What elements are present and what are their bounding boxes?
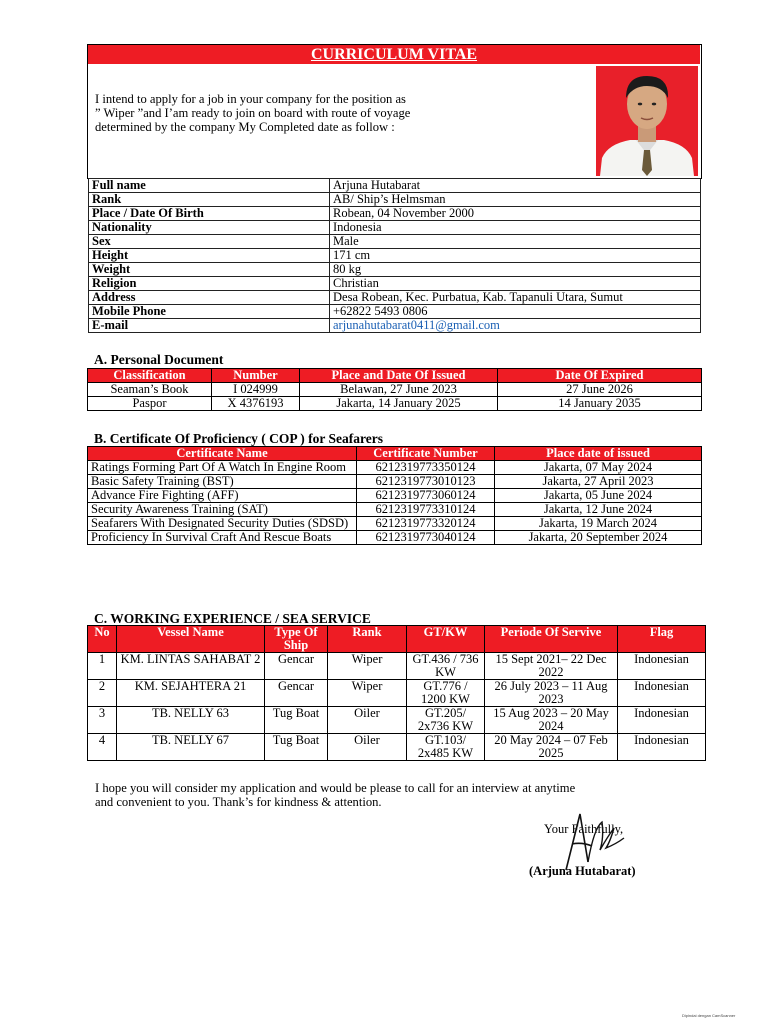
- column-header: Place and Date Of Issued: [300, 369, 498, 383]
- info-row: [89, 249, 701, 263]
- table-cell: Jakarta, 27 April 2023: [495, 475, 702, 489]
- info-row: [89, 235, 701, 249]
- table-cell: 6212319773350124: [357, 461, 495, 475]
- table-cell: 1: [88, 653, 117, 680]
- info-label: Religion: [89, 277, 330, 291]
- info-label: Height: [89, 249, 330, 263]
- table-cell: KM. LINTAS SAHABAT 2: [117, 653, 265, 680]
- closing-salutation: Your Faithfully,: [544, 822, 624, 836]
- table-cell: Tug Boat: [265, 707, 328, 734]
- intro-line: I intend to apply for a job in your company for the position as: [95, 92, 406, 106]
- info-row: [89, 319, 701, 333]
- email-link[interactable]: arjunahutabarat0411@gmail.com: [333, 318, 500, 332]
- info-value: Robean, 04 November 2000: [330, 207, 701, 221]
- info-value: Christian: [330, 277, 701, 291]
- column-header: Number: [212, 369, 300, 383]
- table-cell: 27 June 2026: [498, 383, 702, 397]
- table-cell: TB. NELLY 63: [117, 707, 265, 734]
- info-row: [89, 179, 701, 193]
- table-cell: Proficiency In Survival Craft And Rescue Boats: [88, 531, 357, 545]
- table-cell: Security Awareness Training (SAT): [88, 503, 357, 517]
- document-row: [88, 397, 702, 411]
- info-row: [89, 277, 701, 291]
- table-cell: 6212319773010123: [357, 475, 495, 489]
- table-cell: Advance Fire Fighting (AFF): [88, 489, 357, 503]
- intro-paragraph: [95, 92, 505, 134]
- table-cell: Seaman’s Book: [88, 383, 212, 397]
- table-cell: 15 Sept 2021– 22 Dec 2022: [485, 653, 618, 680]
- table-cell: Indonesian: [618, 653, 706, 680]
- info-value: Desa Robean, Kec. Purbatua, Kab. Tapanuli Utara, Sumut: [330, 291, 701, 305]
- column-header: Rank: [328, 626, 407, 653]
- table-cell: 4: [88, 734, 117, 761]
- column-header: Classification: [88, 369, 212, 383]
- info-label: Rank: [89, 193, 330, 207]
- info-label: E-mail: [89, 319, 330, 333]
- personal-info-table: [88, 178, 701, 333]
- column-header: GT/KW: [407, 626, 485, 653]
- table-cell: 6212319773310124: [357, 503, 495, 517]
- closing-line: and convenient to you. Thank’s for kindness & attention.: [95, 795, 382, 809]
- table-cell: GT.103/ 2x485 KW: [407, 734, 485, 761]
- info-row: [89, 221, 701, 235]
- table-cell: GT.205/ 2x736 KW: [407, 707, 485, 734]
- table-cell: Oiler: [328, 734, 407, 761]
- table-cell: 15 Aug 2023 – 20 May 2024: [485, 707, 618, 734]
- certificate-row: [88, 489, 702, 503]
- section-heading-cop: B. Certificate Of Proficiency ( COP ) for Seafarers: [94, 431, 384, 446]
- table-cell: 14 January 2035: [498, 397, 702, 411]
- table-cell: KM. SEJAHTERA 21: [117, 680, 265, 707]
- table-cell: Jakarta, 05 June 2024: [495, 489, 702, 503]
- table-cell: Jakarta, 07 May 2024: [495, 461, 702, 475]
- closing-paragraph: [95, 781, 695, 809]
- table-cell: Wiper: [328, 653, 407, 680]
- info-value: AB/ Ship’s Helmsman: [330, 193, 701, 207]
- info-value: Indonesia: [330, 221, 701, 235]
- profile-photo: [596, 66, 698, 176]
- info-value: 171 cm: [330, 249, 701, 263]
- table-cell: Indonesian: [618, 734, 706, 761]
- experience-row: [88, 734, 706, 761]
- table-cell: TB. NELLY 67: [117, 734, 265, 761]
- certificate-row: [88, 503, 702, 517]
- table-cell: Gencar: [265, 653, 328, 680]
- column-header: Place date of issued: [495, 447, 702, 461]
- experience-table: [87, 625, 706, 761]
- table-cell: Oiler: [328, 707, 407, 734]
- table-cell: Indonesian: [618, 707, 706, 734]
- certificate-row: [88, 461, 702, 475]
- info-row: [89, 193, 701, 207]
- cop-table: [87, 446, 702, 545]
- column-header: Periode Of Servive: [485, 626, 618, 653]
- info-value: [330, 319, 701, 333]
- column-header: Date Of Expired: [498, 369, 702, 383]
- certificate-row: [88, 531, 702, 545]
- table-cell: Tug Boat: [265, 734, 328, 761]
- intro-line: ” Wiper ”and I’am ready to join on board with route of voyage: [95, 106, 411, 120]
- column-header: Certificate Number: [357, 447, 495, 461]
- table-cell: I 024999: [212, 383, 300, 397]
- info-label: Place / Date Of Birth: [89, 207, 330, 221]
- certificate-row: [88, 517, 702, 531]
- table-cell: 2: [88, 680, 117, 707]
- table-cell: Jakarta, 20 September 2024: [495, 531, 702, 545]
- column-header: No: [88, 626, 117, 653]
- experience-row: [88, 680, 706, 707]
- info-value: Arjuna Hutabarat: [330, 179, 701, 193]
- info-row: [89, 207, 701, 221]
- table-cell: Indonesian: [618, 680, 706, 707]
- table-cell: Ratings Forming Part Of A Watch In Engine Room: [88, 461, 357, 475]
- table-cell: Belawan, 27 June 2023: [300, 383, 498, 397]
- page-title: CURRICULUM VITAE: [88, 45, 700, 64]
- documents-table: [87, 368, 702, 411]
- table-cell: Seafarers With Designated Security Duties (SDSD): [88, 517, 357, 531]
- table-cell: Gencar: [265, 680, 328, 707]
- table-cell: GT.776 / 1200 KW: [407, 680, 485, 707]
- table-cell: Jakarta, 12 June 2024: [495, 503, 702, 517]
- column-header: Flag: [618, 626, 706, 653]
- info-label: Address: [89, 291, 330, 305]
- certificate-row: [88, 475, 702, 489]
- table-cell: X 4376193: [212, 397, 300, 411]
- scanner-watermark: Dipindai dengan CamScanner: [682, 1013, 736, 1018]
- table-cell: 20 May 2024 – 07 Feb 2025: [485, 734, 618, 761]
- info-label: Sex: [89, 235, 330, 249]
- table-cell: 6212319773320124: [357, 517, 495, 531]
- table-cell: Jakarta, 14 January 2025: [300, 397, 498, 411]
- signature-name: (Arjuna Hutabarat): [529, 864, 636, 878]
- info-row: [89, 263, 701, 277]
- intro-line: determined by the company My Completed date as follow :: [95, 120, 395, 134]
- column-header: Vessel Name: [117, 626, 265, 653]
- table-cell: 6212319773040124: [357, 531, 495, 545]
- info-value: +62822 5493 0806: [330, 305, 701, 319]
- info-label: Weight: [89, 263, 330, 277]
- section-heading-experience: C. WORKING EXPERIENCE / SEA SERVICE: [94, 611, 371, 626]
- info-label: Nationality: [89, 221, 330, 235]
- closing-line: I hope you will consider my application and would be please to call for an interview at anytime: [95, 781, 576, 795]
- table-cell: Basic Safety Training (BST): [88, 475, 357, 489]
- experience-row: [88, 653, 706, 680]
- column-header: Certificate Name: [88, 447, 357, 461]
- info-label: Full name: [89, 179, 330, 193]
- info-value: 80 kg: [330, 263, 701, 277]
- section-heading-documents: A. Personal Document: [94, 352, 224, 367]
- table-cell: 26 July 2023 – 11 Aug 2023: [485, 680, 618, 707]
- table-cell: Wiper: [328, 680, 407, 707]
- table-cell: Jakarta, 19 March 2024: [495, 517, 702, 531]
- document-row: [88, 383, 702, 397]
- table-cell: 3: [88, 707, 117, 734]
- column-header: Type Of Ship: [265, 626, 328, 653]
- info-value: Male: [330, 235, 701, 249]
- table-cell: 6212319773060124: [357, 489, 495, 503]
- table-cell: GT.436 / 736 KW: [407, 653, 485, 680]
- info-row: [89, 305, 701, 319]
- info-label: Mobile Phone: [89, 305, 330, 319]
- table-cell: Paspor: [88, 397, 212, 411]
- info-row: [89, 291, 701, 305]
- experience-row: [88, 707, 706, 734]
